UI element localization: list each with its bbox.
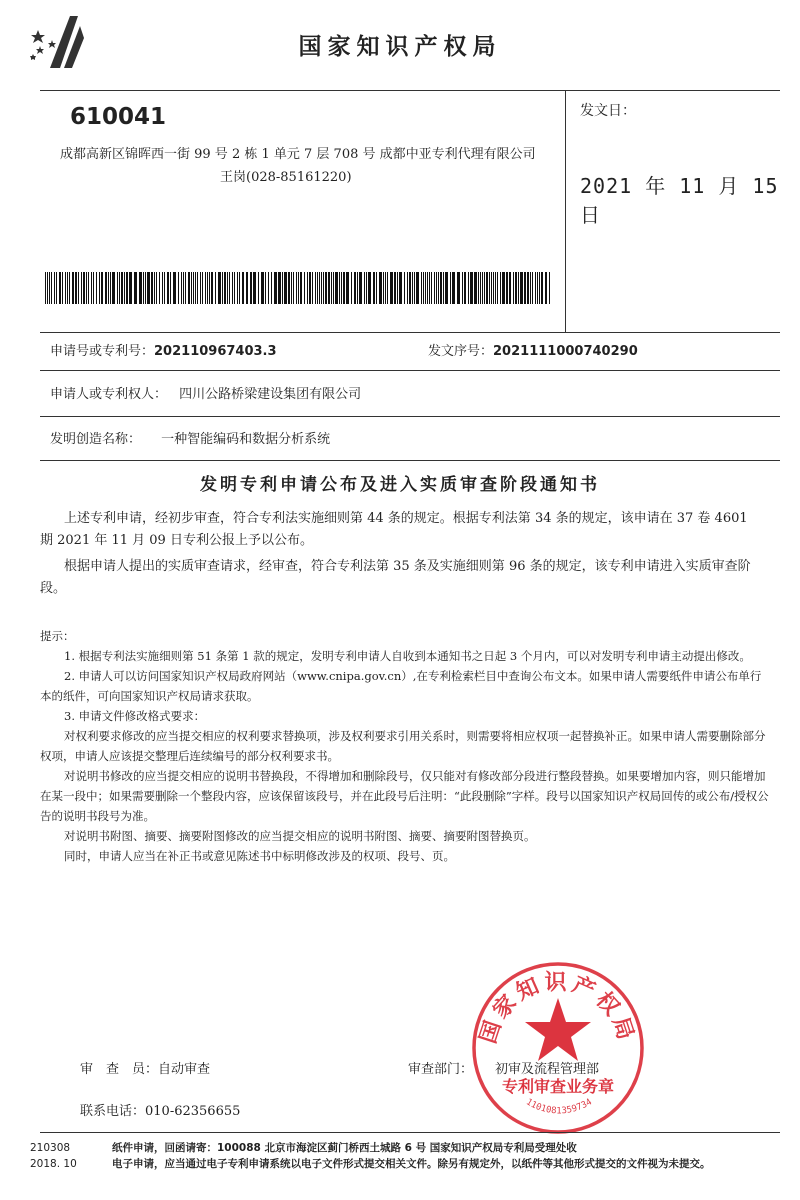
- barcode-bar: [47, 272, 48, 304]
- barcode-bar: [359, 272, 362, 304]
- barcode: [45, 272, 550, 304]
- barcode-bar: [88, 272, 89, 304]
- barcode-bar: [151, 272, 153, 304]
- barcode-bar: [167, 272, 169, 304]
- barcode-bar: [188, 272, 190, 304]
- barcode-bar: [383, 272, 384, 304]
- hints-heading: 提示：: [40, 629, 75, 643]
- barcode-bar: [373, 272, 375, 304]
- barcode-bar: [489, 272, 490, 304]
- barcode-bar: [147, 272, 150, 304]
- barcode-bar: [96, 272, 97, 304]
- barcode-bar: [434, 272, 435, 304]
- barcode-bar: [67, 272, 68, 304]
- barcode-bar: [390, 272, 393, 304]
- recipient-address-block: [60, 143, 540, 189]
- barcode-bar: [309, 272, 311, 304]
- hints-block: [40, 626, 770, 866]
- seal-number: 1101081359734: [524, 1097, 594, 1117]
- barcode-bar: [202, 272, 203, 304]
- postcode: 610041: [70, 104, 167, 130]
- barcode-bar: [527, 272, 529, 304]
- barcode-bar: [452, 272, 455, 304]
- barcode-bar: [368, 272, 371, 304]
- barcode-bar: [124, 272, 125, 304]
- footer-text-block: [112, 1140, 772, 1172]
- barcode-bar: [110, 272, 111, 304]
- barcode-bar: [75, 272, 77, 304]
- barcode-bar: [339, 272, 340, 304]
- barcode-bar: [315, 272, 316, 304]
- form-code-block: [30, 1140, 77, 1172]
- barcode-bar: [379, 272, 382, 304]
- barcode-bar: [300, 272, 302, 304]
- barcode-bar: [56, 272, 57, 304]
- barcode-bar: [474, 272, 477, 304]
- barcode-bar: [470, 272, 473, 304]
- send-date: 2021 年 11 月 15 日: [580, 174, 779, 227]
- barcode-bar: [112, 272, 115, 304]
- divider: [40, 460, 780, 461]
- barcode-bar: [293, 272, 294, 304]
- form-date: 2018. 10: [30, 1158, 77, 1170]
- barcode-bar: [101, 272, 103, 304]
- phone-label: 联系电话：: [80, 1104, 146, 1119]
- barcode-bar: [325, 272, 327, 304]
- barcode-bar: [495, 272, 496, 304]
- serial-label: 发文序号：: [428, 344, 494, 359]
- barcode-bar: [427, 272, 428, 304]
- barcode-bar: [341, 272, 342, 304]
- applicant-value: 四川公路桥梁建设集团有限公司: [179, 387, 362, 402]
- phone-value: 010-62356655: [145, 1104, 241, 1119]
- barcode-bar: [549, 272, 550, 304]
- barcode-bar: [81, 272, 82, 304]
- barcode-bar: [178, 272, 179, 304]
- applicant-label: 申请人或专利权人：: [50, 387, 168, 402]
- barcode-bar: [535, 272, 536, 304]
- barcode-bar: [232, 272, 233, 304]
- barcode-bar: [513, 272, 514, 304]
- barcode-bar: [173, 272, 176, 304]
- barcode-bar: [438, 272, 439, 304]
- barcode-bar: [491, 272, 492, 304]
- hint-3c: 对说明书附图、摘要、摘要附图修改的应当提交相应的说明书附图、摘要、摘要附图替换页。: [64, 829, 536, 843]
- barcode-bar: [268, 272, 269, 304]
- barcode-bar: [354, 272, 356, 304]
- hint-3d: 同时，申请人应当在补正书或意见陈述书中标明修改涉及的权项、段号、页。: [64, 849, 455, 863]
- barcode-bar: [72, 272, 74, 304]
- barcode-bar: [539, 272, 540, 304]
- hint-3: 3. 申请文件修改格式要求：: [64, 709, 206, 723]
- barcode-bar: [321, 272, 322, 304]
- barcode-bar: [541, 272, 543, 304]
- barcode-bar: [195, 272, 196, 304]
- barcode-bar: [357, 272, 358, 304]
- svg-text:1101081359734: [524, 1097, 594, 1116]
- barcode-bar: [162, 272, 163, 304]
- barcode-bar: [91, 272, 92, 304]
- barcode-bar: [399, 272, 402, 304]
- barcode-bar: [515, 272, 517, 304]
- barcode-bar: [51, 272, 52, 304]
- notice-paragraph-1: 上述专利申请，经初步审查，符合专利法实施细则第 44 条的规定。根据专利法第 34 条的规定，该申请在 37 卷 4601 期 2021 年 11 月 09 日专利公报上予以公布。: [40, 511, 748, 548]
- examiner-value: 自动审查: [158, 1062, 211, 1077]
- barcode-bar: [468, 272, 469, 304]
- barcode-bar: [222, 272, 223, 304]
- examiner-row: [80, 1058, 210, 1077]
- barcode-bar: [205, 272, 206, 304]
- barcode-bar: [421, 272, 422, 304]
- invention-row: [50, 428, 330, 447]
- barcode-bar: [480, 272, 481, 304]
- barcode-bar: [185, 272, 186, 304]
- barcode-bar: [117, 272, 118, 304]
- hint-3b: 对说明书修改的应当提交相应的说明书替换段，不得增加和删除段号，仅只能对有修改部分段进行整段替换。如果要增加内容，则只能增加在某一段中；如果需要删除一个整段内容，应该保留该段号，并在此段号后注明：“此段删除”字样。段号以国家知识产权局回传的或公布/授权公告的说明书段号为准。: [40, 769, 769, 823]
- barcode-bar: [450, 272, 451, 304]
- barcode-bar: [364, 272, 365, 304]
- barcode-bar: [250, 272, 252, 304]
- barcode-bar: [464, 272, 466, 304]
- footer-line-2: 电子申请，应当通过电子专利申请系统以电子文件形式提交相关文件。除另有规定外，以纸件等其他形式提交的文件视为未提交。: [112, 1158, 711, 1170]
- barcode-bar: [143, 272, 144, 304]
- divider: [40, 416, 780, 417]
- barcode-bar: [343, 272, 345, 304]
- barcode-bar: [518, 272, 519, 304]
- barcode-bar: [328, 272, 330, 304]
- notice-title: 发明专利申请公布及进入实质审查阶段通知书: [200, 475, 600, 495]
- barcode-bar: [54, 272, 55, 304]
- barcode-bar: [253, 272, 256, 304]
- footer-line-1: 纸件申请，回函请寄：100088 北京市海淀区蓟门桥西土城路 6 号 国家知识产权局专利局受理处收: [112, 1142, 577, 1154]
- barcode-bar: [78, 272, 79, 304]
- barcode-bar: [414, 272, 415, 304]
- date-column-divider: [565, 90, 566, 332]
- agency-title: 国家知识产权局: [298, 34, 502, 60]
- barcode-bar: [45, 272, 46, 304]
- barcode-bar: [497, 272, 498, 304]
- barcode-bar: [537, 272, 538, 304]
- barcode-bar: [105, 272, 107, 304]
- barcode-bar: [431, 272, 432, 304]
- barcode-bar: [170, 272, 171, 304]
- seal-bottom-text: 专利审查业务章: [501, 1077, 615, 1096]
- barcode-bar: [429, 272, 430, 304]
- barcode-bar: [246, 272, 248, 304]
- barcode-bar: [412, 272, 413, 304]
- barcode-bar: [119, 272, 120, 304]
- barcode-bar: [237, 272, 238, 304]
- phone-row: [80, 1100, 240, 1119]
- barcode-bar: [509, 272, 511, 304]
- barcode-bar: [545, 272, 547, 304]
- barcode-bar: [524, 272, 526, 304]
- barcode-bar: [486, 272, 488, 304]
- barcode-bar: [69, 272, 70, 304]
- barcode-bar: [49, 272, 50, 304]
- barcode-bar: [333, 272, 334, 304]
- barcode-bar: [502, 272, 505, 304]
- barcode-bar: [484, 272, 485, 304]
- barcode-bar: [242, 272, 244, 304]
- barcode-bar: [229, 272, 230, 304]
- app-no-value: 202110967403.3: [154, 344, 277, 359]
- barcode-bar: [387, 272, 388, 304]
- barcode-bar: [457, 272, 460, 304]
- barcode-bar: [423, 272, 424, 304]
- dept-value: 初审及流程管理部: [495, 1062, 600, 1077]
- barcode-bar: [193, 272, 194, 304]
- barcode-bar: [108, 272, 109, 304]
- recipient-address: 成都高新区锦晖西一街 99 号 2 栋 1 单元 7 层 708 号 成都中亚专利代理有限公司: [60, 147, 536, 162]
- recipient-contact: 王岗(028-85161220): [220, 170, 352, 185]
- app-no-label: 申请号或专利号：: [50, 344, 155, 359]
- barcode-bar: [298, 272, 299, 304]
- invention-label: 发明创造名称：: [50, 432, 142, 447]
- barcode-bar: [335, 272, 338, 304]
- barcode-bar: [139, 272, 142, 304]
- barcode-bar: [129, 272, 132, 304]
- barcode-bar: [532, 272, 533, 304]
- header-divider: [40, 90, 780, 91]
- divider: [40, 332, 780, 333]
- barcode-bar: [323, 272, 324, 304]
- barcode-bar: [145, 272, 146, 304]
- barcode-bar: [288, 272, 290, 304]
- barcode-bar: [93, 272, 94, 304]
- barcode-bar: [376, 272, 377, 304]
- barcode-bar: [121, 272, 123, 304]
- barcode-bar: [59, 272, 61, 304]
- barcode-bar: [409, 272, 411, 304]
- barcode-bar: [62, 272, 63, 304]
- barcode-bar: [65, 272, 66, 304]
- barcode-bar: [126, 272, 128, 304]
- barcode-bar: [520, 272, 523, 304]
- barcode-bar: [416, 272, 419, 304]
- barcode-bar: [440, 272, 442, 304]
- barcode-bar: [404, 272, 405, 304]
- barcode-bar: [366, 272, 367, 304]
- barcode-bar: [385, 272, 386, 304]
- barcode-bar: [407, 272, 408, 304]
- barcode-bar: [234, 272, 235, 304]
- barcode-bar: [258, 272, 259, 304]
- barcode-bar: [443, 272, 444, 304]
- invention-value: 一种智能编码和数据分析系统: [161, 432, 331, 447]
- barcode-bar: [207, 272, 208, 304]
- hint-2: 2. 申请人可以访问国家知识产权局政府网站（www.cnipa.gov.cn）,在专利检索栏目中查询公布文本。如果申请人需要纸件申请公布单行本的纸件，可向国家知识产权局请求获取。: [40, 669, 762, 703]
- barcode-bar: [351, 272, 352, 304]
- barcode-bar: [271, 272, 272, 304]
- seal-top-text: 国家知识产权局: [476, 970, 639, 1047]
- barcode-bar: [156, 272, 157, 304]
- footer-divider: [40, 1132, 780, 1133]
- serial-value: 2021111000740290: [493, 344, 638, 359]
- hint-3a: 对权利要求修改的应当提交相应的权利要求替换项，涉及权利要求引用关系时，则需要将相应权项一起替换补正。如果申请人需要删除部分权项，申请人应该提交整理后连续编号的部分权利要求书。: [40, 729, 766, 763]
- barcode-bar: [394, 272, 396, 304]
- barcode-bar: [159, 272, 160, 304]
- barcode-bar: [224, 272, 226, 304]
- barcode-bar: [296, 272, 297, 304]
- barcode-bar: [86, 272, 87, 304]
- barcode-bar: [445, 272, 448, 304]
- barcode-bar: [274, 272, 277, 304]
- barcode-bar: [500, 272, 501, 304]
- barcode-bar: [317, 272, 318, 304]
- barcode-bar: [304, 272, 305, 304]
- barcode-bar: [265, 272, 266, 304]
- app-no-row: [50, 340, 277, 359]
- barcode-bar: [319, 272, 320, 304]
- barcode-bar: [331, 272, 332, 304]
- barcode-bar: [436, 272, 437, 304]
- barcode-bar: [506, 272, 508, 304]
- barcode-bar: [215, 272, 216, 304]
- barcode-bar: [282, 272, 283, 304]
- barcode-bar: [154, 272, 155, 304]
- barcode-bar: [209, 272, 210, 304]
- barcode-bar: [291, 272, 292, 304]
- barcode-bar: [278, 272, 281, 304]
- barcode-bar: [284, 272, 287, 304]
- hint-1: 1. 根据专利法实施细则第 51 条第 1 款的规定，发明专利申请人自收到本通知书之日起 3 个月内，可以对发明专利申请主动提出修改。: [64, 649, 751, 663]
- barcode-bar: [200, 272, 201, 304]
- barcode-bar: [425, 272, 426, 304]
- barcode-bar: [211, 272, 213, 304]
- barcode-bar: [307, 272, 308, 304]
- barcode-bar: [478, 272, 479, 304]
- barcode-bar: [227, 272, 228, 304]
- barcode-bar: [397, 272, 398, 304]
- barcode-bar: [239, 272, 240, 304]
- barcode-bar: [530, 272, 531, 304]
- barcode-bar: [493, 272, 494, 304]
- barcode-bar: [482, 272, 483, 304]
- barcode-bar: [312, 272, 313, 304]
- divider: [40, 370, 780, 371]
- serial-row: [428, 340, 638, 359]
- official-seal: [470, 960, 645, 1135]
- barcode-bar: [183, 272, 184, 304]
- barcode-bar: [462, 272, 463, 304]
- applicant-row: [50, 383, 361, 402]
- notice-paragraph-2: 根据申请人提出的实质审查请求，经审查，符合专利法第 35 条及实施细则第 96 条的规定，该专利申请进入实质审查阶段。: [40, 559, 751, 596]
- barcode-bar: [83, 272, 85, 304]
- barcode-bar: [134, 272, 137, 304]
- barcode-bar: [181, 272, 182, 304]
- send-date-label: 发文日：: [580, 103, 636, 119]
- barcode-bar: [191, 272, 192, 304]
- dept-label: 审查部门：: [408, 1062, 474, 1077]
- barcode-bar: [99, 272, 100, 304]
- barcode-bar: [218, 272, 221, 304]
- barcode-bar: [261, 272, 264, 304]
- examiner-label: 审 查 员：: [80, 1062, 159, 1077]
- barcode-bar: [346, 272, 349, 304]
- form-code: 210308: [30, 1142, 71, 1154]
- barcode-bar: [164, 272, 165, 304]
- barcode-bar: [197, 272, 198, 304]
